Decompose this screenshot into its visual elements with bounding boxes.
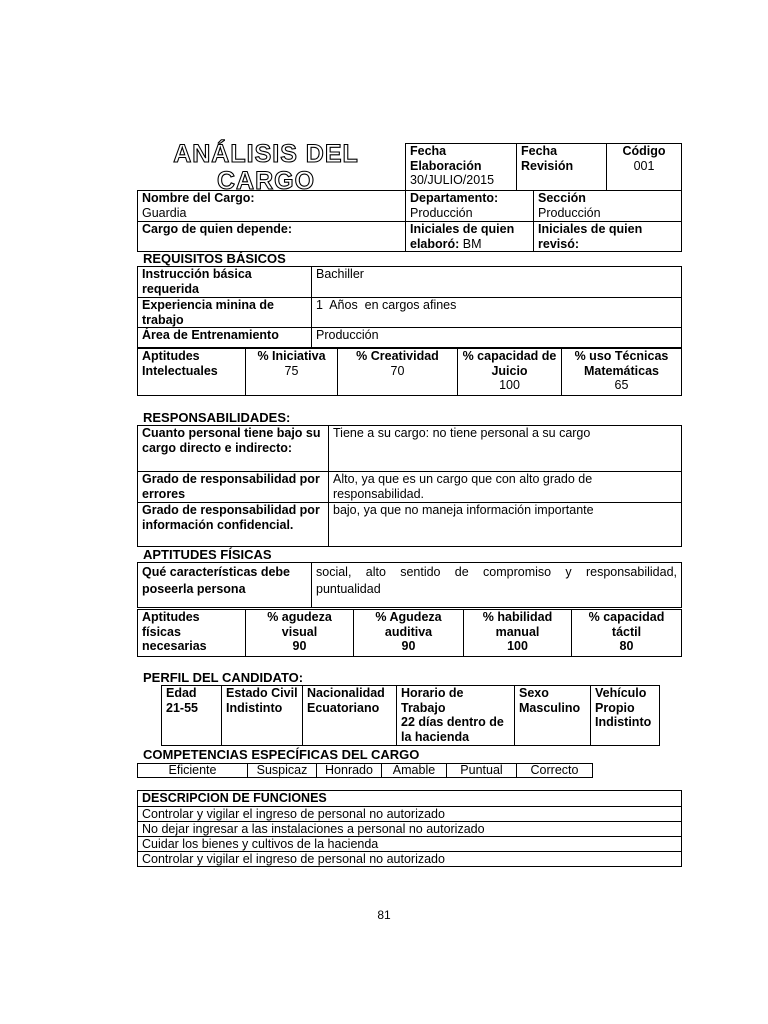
codigo-value: 001: [633, 158, 655, 173]
creatividad-label: % Creatividad: [356, 349, 439, 363]
caracteristicas-value: social, alto sentido de compromiso y responsabilidad, puntualidad: [312, 563, 682, 608]
manual-cell: [464, 610, 572, 657]
codigo-cell: [607, 144, 682, 191]
competencias-heading: COMPETENCIAS ESPECÍFICAS DEL CARGO: [143, 747, 420, 762]
responsabilidades-heading: RESPONSABILIDADES:: [143, 410, 291, 425]
area-value: Producción: [312, 328, 682, 348]
creatividad-cell: [338, 349, 458, 396]
horario-value: 22 días dentro de la hacienda: [401, 715, 504, 744]
competencia-item: Amable: [382, 764, 447, 778]
nombre-cargo-label: Nombre del Cargo:: [142, 191, 255, 205]
iniciativa-label: % Iniciativa: [257, 349, 326, 363]
aptitudes-fisicas-table: [137, 609, 682, 657]
funcion-item: Controlar y vigilar el ingreso de personal no autorizado: [138, 852, 682, 867]
departamento-value: Producción: [410, 205, 473, 220]
document-title: [140, 138, 402, 194]
title-line-2: CARGO: [216, 167, 316, 194]
seccion-label: Sección: [538, 191, 586, 205]
edad-label: Edad: [166, 686, 197, 700]
header-table: [405, 143, 682, 191]
visual-cell: [246, 610, 354, 657]
seccion-cell: [534, 191, 682, 222]
funcion-item: No dejar ingresar a las instalaciones a personal no autorizado: [138, 822, 682, 837]
fecha-elaboracion-label: Fecha Elaboración: [410, 144, 482, 173]
competencia-item: Honrado: [317, 764, 382, 778]
cargo-table: [137, 190, 682, 252]
edad-value: 21-55: [166, 700, 198, 715]
necesarias-label: Aptitudes físicas necesarias: [138, 610, 246, 657]
nacionalidad-label: Nacionalidad: [307, 686, 385, 700]
estado-label: Estado Civil: [226, 686, 298, 700]
perfil-table: [161, 685, 660, 746]
visual-label: % agudeza visual: [267, 610, 332, 639]
errores-value: Alto, ya que es un cargo que con alto grado de responsabilidad.: [329, 472, 682, 503]
vehiculo-label: Vehículo: [595, 686, 647, 700]
personal-label: Cuanto personal tiene bajo su cargo directo e indirecto:: [138, 426, 329, 472]
tecnicas-label: % uso Técnicas Matemáticas: [574, 349, 669, 378]
estado-value: Indistinto: [226, 700, 283, 715]
area-label: Área de Entrenamiento: [138, 328, 312, 348]
confidencial-label: Grado de responsabilidad por información confidencial.: [138, 503, 329, 547]
funcion-item: Cuidar los bienes y cultivos de la hacienda: [138, 837, 682, 852]
reviso-label: Iniciales de quien revisó:: [534, 222, 682, 252]
competencia-item: Suspicaz: [248, 764, 317, 778]
competencia-item: Eficiente: [138, 764, 248, 778]
tecnicas-cell: [562, 349, 682, 396]
manual-label: % habilidad manual: [482, 610, 553, 639]
responsabilidades-table: [137, 425, 682, 547]
competencia-item: Correcto: [517, 764, 593, 778]
manual-value: 100: [507, 639, 528, 653]
creatividad-value: 70: [390, 363, 405, 378]
codigo-label: Código: [622, 144, 666, 158]
errores-label: Grado de responsabilidad por errores: [138, 472, 329, 503]
horario-cell: [397, 686, 515, 746]
visual-value: 90: [292, 639, 307, 653]
nacionalidad-value: Ecuatoriano: [307, 700, 380, 715]
juicio-cell: [458, 349, 562, 396]
departamento-cell: [406, 191, 534, 222]
tactil-label: % capacidad táctil: [588, 610, 665, 639]
iniciativa-cell: [246, 349, 338, 396]
aptitudes-fisicas-heading: APTITUDES FÍSICAS: [143, 547, 272, 562]
requisitos-heading: REQUISITOS BÁSICOS: [143, 251, 286, 266]
elaboro-label: Iniciales de quien elaboró:: [410, 222, 515, 251]
aptitudes-intelectuales-label: Aptitudes Intelectuales: [138, 349, 246, 396]
confidencial-value: bajo, ya que no maneja información importante: [329, 503, 682, 547]
nacionalidad-cell: [303, 686, 397, 746]
estado-cell: [222, 686, 303, 746]
personal-value: Tiene a su cargo: no tiene personal a su cargo: [329, 426, 682, 472]
instruccion-value: Bachiller: [312, 267, 682, 298]
elaboro-cell: [406, 222, 534, 252]
edad-cell: [162, 686, 222, 746]
caracteristicas-label: Qué características debe poseerla persona: [138, 563, 312, 608]
iniciativa-value: 75: [284, 363, 299, 378]
tactil-value: 80: [619, 639, 634, 653]
nombre-cargo-value: Guardia: [142, 205, 187, 220]
horario-label: Horario de Trabajo: [401, 686, 464, 715]
juicio-value: 100: [499, 378, 520, 392]
fecha-elaboracion-value: 30/JULIO/2015: [410, 173, 495, 187]
sexo-label: Sexo: [519, 686, 549, 700]
fecha-revision-cell: [517, 144, 607, 191]
competencias-table: [137, 763, 593, 778]
tactil-cell: [572, 610, 682, 657]
funcion-item: Controlar y vigilar el ingreso de personal no autorizado: [138, 807, 682, 822]
aptitudes-intelectuales-table: [137, 348, 682, 396]
instruccion-label: Instrucción básica requerida: [138, 267, 312, 298]
nombre-cargo-cell: [138, 191, 406, 222]
sexo-value: Masculino: [519, 700, 581, 715]
vehiculo-cell: [591, 686, 660, 746]
experiencia-label: Experiencia minina de trabajo: [138, 298, 312, 328]
juicio-label: % capacidad de Juicio: [462, 349, 557, 378]
seccion-value: Producción: [538, 205, 601, 220]
experiencia-value: 1 Años en cargos afines: [312, 298, 682, 328]
departamento-label: Departamento:: [410, 191, 499, 205]
perfil-heading: PERFIL DEL CANDIDATO:: [143, 670, 304, 685]
fecha-revision-label: Fecha Revisión: [521, 144, 574, 173]
title-line-1: ANÁLISIS DEL: [173, 140, 359, 168]
elaboro-value: BM: [462, 236, 482, 251]
page-number: 81: [377, 908, 391, 922]
auditiva-label: % Agudeza auditiva: [375, 610, 442, 639]
fecha-elaboracion-cell: [406, 144, 517, 191]
requisitos-table: [137, 266, 682, 348]
tecnicas-value: 65: [614, 378, 629, 392]
cargo-depende-label: Cargo de quien depende:: [138, 222, 406, 252]
auditiva-value: 90: [401, 639, 416, 653]
vehiculo-value: Propio Indistinto: [595, 700, 652, 729]
funciones-table: [137, 790, 682, 867]
sexo-cell: [515, 686, 591, 746]
auditiva-cell: [354, 610, 464, 657]
competencia-item: Puntual: [447, 764, 517, 778]
caracteristicas-table: [137, 562, 682, 608]
funciones-heading: DESCRIPCION DE FUNCIONES: [138, 791, 682, 807]
